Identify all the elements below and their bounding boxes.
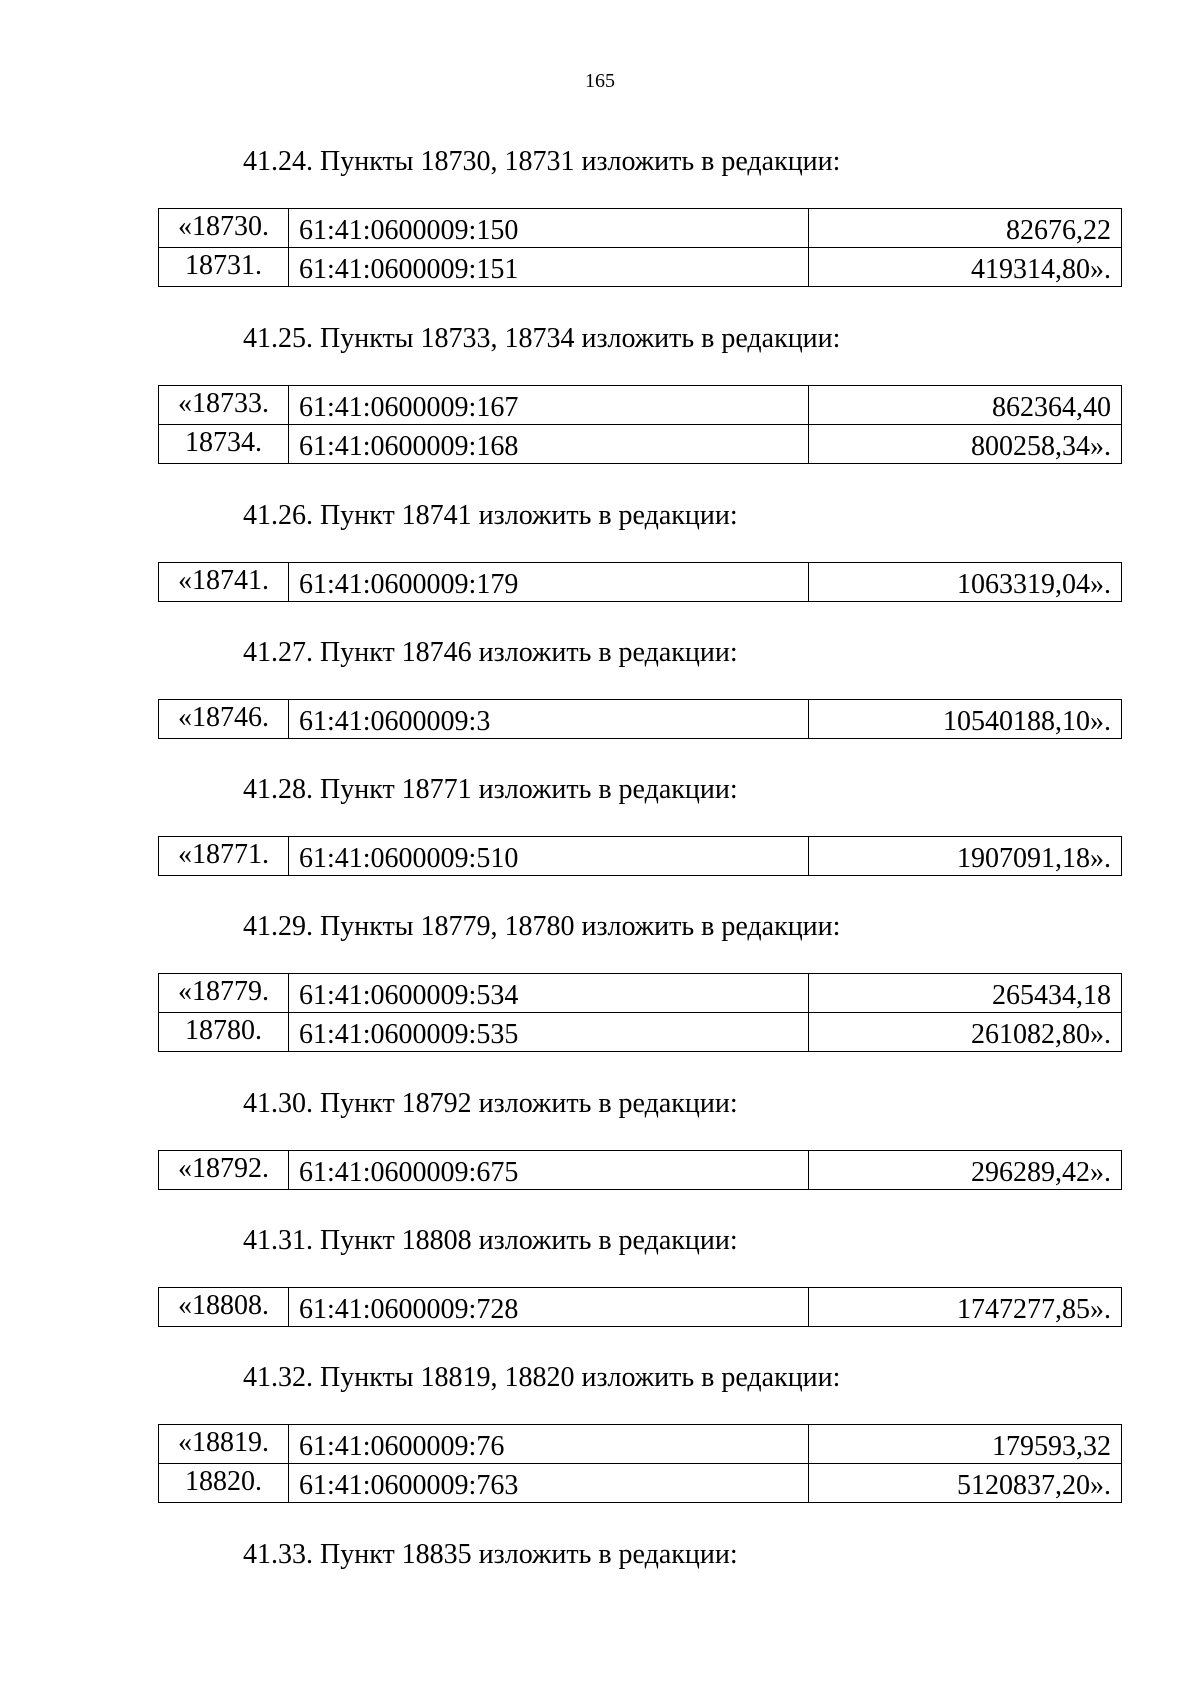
table-row: [159, 974, 1122, 1013]
value-cell: 296289,42».: [809, 1151, 1122, 1190]
item-number-cell: «18819.: [159, 1425, 289, 1464]
amendment-heading: 41.31. Пункт 18808 изложить в редакции:: [243, 1225, 738, 1256]
cadastral-number-cell: 61:41:0600009:675: [289, 1151, 809, 1190]
value-cell: 82676,22: [809, 209, 1122, 248]
value-cell: 1063319,04».: [809, 563, 1122, 602]
amendment-heading: 41.33. Пункт 18835 изложить в редакции:: [243, 1539, 738, 1570]
amendment-table: [158, 973, 1122, 1052]
cadastral-number-cell: 61:41:0600009:535: [289, 1013, 809, 1052]
amendment-heading: 41.24. Пункты 18730, 18731 изложить в редакции:: [243, 146, 841, 177]
item-number-cell: «18746.: [159, 700, 289, 739]
cadastral-number-cell: 61:41:0600009:167: [289, 386, 809, 425]
amendment-table: [158, 699, 1122, 739]
table-row: [159, 1013, 1122, 1052]
cadastral-number-cell: 61:41:0600009:151: [289, 248, 809, 287]
amendment-table: [158, 1287, 1122, 1327]
item-number-cell: «18771.: [159, 837, 289, 876]
amendment-heading: 41.26. Пункт 18741 изложить в редакции:: [243, 500, 738, 531]
amendment-heading: 41.32. Пункты 18819, 18820 изложить в редакции:: [243, 1362, 841, 1393]
item-number-cell: «18730.: [159, 209, 289, 248]
cadastral-number-cell: 61:41:0600009:728: [289, 1288, 809, 1327]
value-cell: 5120837,20».: [809, 1464, 1122, 1503]
table-row: [159, 1464, 1122, 1503]
item-number-cell: «18733.: [159, 386, 289, 425]
amendment-table: [158, 1424, 1122, 1503]
page-number: 165: [585, 70, 615, 92]
amendment-heading: 41.25. Пункты 18733, 18734 изложить в редакции:: [243, 323, 841, 354]
table-row: [159, 386, 1122, 425]
value-cell: 179593,32: [809, 1425, 1122, 1464]
cadastral-number-cell: 61:41:0600009:150: [289, 209, 809, 248]
item-number-cell: 18734.: [159, 425, 289, 464]
table-row: [159, 837, 1122, 876]
cadastral-number-cell: 61:41:0600009:179: [289, 563, 809, 602]
item-number-cell: «18779.: [159, 974, 289, 1013]
item-number-cell: 18820.: [159, 1464, 289, 1503]
table-row: [159, 209, 1122, 248]
table-row: [159, 1151, 1122, 1190]
amendment-heading: 41.29. Пункты 18779, 18780 изложить в редакции:: [243, 911, 841, 942]
item-number-cell: «18741.: [159, 563, 289, 602]
value-cell: 265434,18: [809, 974, 1122, 1013]
table-row: [159, 700, 1122, 739]
value-cell: 1907091,18».: [809, 837, 1122, 876]
value-cell: 862364,40: [809, 386, 1122, 425]
table-row: [159, 248, 1122, 287]
item-number-cell: «18808.: [159, 1288, 289, 1327]
item-number-cell: 18731.: [159, 248, 289, 287]
cadastral-number-cell: 61:41:0600009:763: [289, 1464, 809, 1503]
value-cell: 10540188,10».: [809, 700, 1122, 739]
table-row: [159, 1425, 1122, 1464]
value-cell: 800258,34».: [809, 425, 1122, 464]
amendment-heading: 41.28. Пункт 18771 изложить в редакции:: [243, 774, 738, 805]
amendment-table: [158, 385, 1122, 464]
table-row: [159, 425, 1122, 464]
cadastral-number-cell: 61:41:0600009:168: [289, 425, 809, 464]
cadastral-number-cell: 61:41:0600009:534: [289, 974, 809, 1013]
cadastral-number-cell: 61:41:0600009:76: [289, 1425, 809, 1464]
item-number-cell: 18780.: [159, 1013, 289, 1052]
cadastral-number-cell: 61:41:0600009:3: [289, 700, 809, 739]
table-row: [159, 1288, 1122, 1327]
amendment-table: [158, 208, 1122, 287]
value-cell: 261082,80».: [809, 1013, 1122, 1052]
amendment-table: [158, 1150, 1122, 1190]
amendment-heading: 41.27. Пункт 18746 изложить в редакции:: [243, 637, 738, 668]
amendment-table: [158, 836, 1122, 876]
item-number-cell: «18792.: [159, 1151, 289, 1190]
amendment-table: [158, 562, 1122, 602]
value-cell: 1747277,85».: [809, 1288, 1122, 1327]
table-row: [159, 563, 1122, 602]
amendment-heading: 41.30. Пункт 18792 изложить в редакции:: [243, 1088, 738, 1119]
cadastral-number-cell: 61:41:0600009:510: [289, 837, 809, 876]
value-cell: 419314,80».: [809, 248, 1122, 287]
